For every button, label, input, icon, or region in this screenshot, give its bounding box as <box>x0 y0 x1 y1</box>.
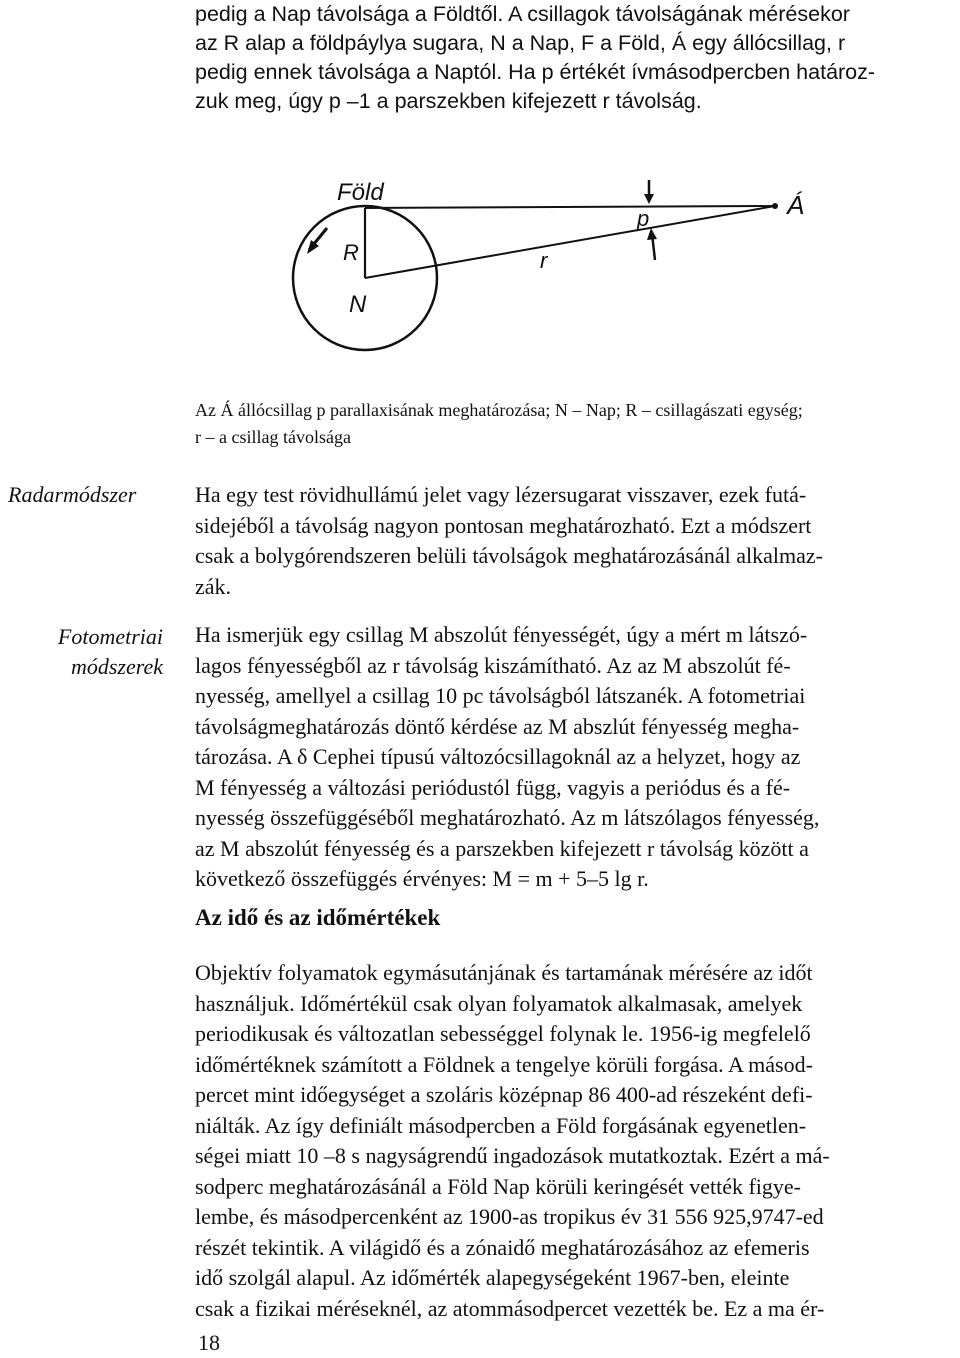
parallax-diagram <box>285 170 845 360</box>
paragraph-line: sodperc meghatározásánál a Föld Nap körüli keringését vették figye- <box>195 1173 801 1199</box>
paragraph-line: periodikusak és változatlan sebességgel folynak le. 1956-ig megfelelő <box>195 1021 811 1046</box>
intro-paragraph <box>195 0 957 116</box>
intro-line: zuk meg, úgy p –1 a parszekben kifejezett r távolság. <box>195 89 702 113</box>
paragraph-line: részét tekintik. A világidő és a zónaidő meghatározásához az efemeris <box>195 1234 810 1260</box>
intro-line: pedig a Nap távolsága a Földtől. A csillagok távolságának mérésekor <box>195 2 850 26</box>
paragraph-line: Ha egy test rövidhullámú jelet vagy lézersugarat visszaver, ezek futá- <box>195 482 807 507</box>
label-star: Á <box>787 190 805 220</box>
label-distance: r <box>540 248 548 273</box>
paragraph-line: lagos fényességből az r távolság kiszámítható. Az az M abszolút fé- <box>195 652 791 678</box>
time-paragraph <box>195 958 960 1324</box>
figure-caption <box>195 397 960 451</box>
paragraph-line: ségei miatt 10 –8 s nagyságrendű ingadozások mutatkoztak. Ezért a má- <box>195 1143 830 1168</box>
margin-label-photometric <box>3 622 163 682</box>
paragraph-line: Ha ismerjük egy csillag M abszolút fényességét, úgy a mért m látszó- <box>195 622 808 647</box>
label-sun: N <box>349 291 367 318</box>
paragraph-line: használjuk. Időmértékül csak olyan folyamatok alkalmasak, amelyek <box>195 990 803 1016</box>
label-radius: R <box>343 240 359 265</box>
paragraph-line: Objektív folyamatok egymásutánjának és tartamának mérésére az időt <box>195 960 813 985</box>
paragraph-line: az M abszolút fényesség és a parszekben kifejezett r távolság között a <box>195 835 809 861</box>
paragraph-line: időmértéknek számított a Földnek a tengelye körüli forgása. A másod- <box>195 1051 813 1077</box>
paragraph-line: zák. <box>195 573 232 599</box>
label-fold: Föld <box>337 179 384 206</box>
caption-line: Az Á állócsillag p parallaxisának meghatározása; N – Nap; R – csillagászati egység; <box>195 400 803 420</box>
photometric-paragraph <box>195 620 960 895</box>
paragraph-line: niálták. Az így definiált másodpercben a Föld forgásának egyenetlen- <box>195 1112 807 1138</box>
paragraph-line: M fényesség a változási periódustól függ, vagyis a periódus és a fé- <box>195 774 791 800</box>
paragraph-line: nyesség összefüggéséből meghatározható. Az m látszólagos fényesség, <box>195 805 820 830</box>
intro-line: pedig ennek távolsága a Naptól. Ha p értékét ívmásodpercben határoz- <box>195 60 876 84</box>
radar-paragraph <box>195 480 960 602</box>
margin-label-line: módszerek <box>70 654 163 679</box>
section-heading: Az idő és az időmértékek <box>195 905 441 930</box>
label-p: p <box>637 206 650 231</box>
caption-line: r – a csillag távolsága <box>195 427 351 447</box>
margin-label-radar: Radarmódszer <box>8 482 137 507</box>
paragraph-line: tározása. A δ Cephei típusú változócsillagoknál az a helyzet, hogy az <box>195 744 801 769</box>
paragraph-line: csak a fizikai méréseknél, az atommásodpercet vezették be. Ez a ma ér- <box>195 1295 825 1321</box>
paragraph-line: nyesség, amellyel a csillag 10 pc távolságból látszanék. A fotometriai <box>195 683 806 708</box>
paragraph-line: lembe, és másodpercenként az 1900-as tropikus év 31 556 925,9747-ed <box>195 1204 824 1229</box>
paragraph-line: idő szolgál alapul. Az időmérték alapegységeként 1967-ben, eleinte <box>195 1265 790 1290</box>
paragraph-line: sidejéből a távolság nagyon pontosan meghatározható. Ezt a módszert <box>195 512 812 538</box>
page-number: 18 <box>198 1330 220 1355</box>
intro-line: az R alap a földpáylya sugara, N a Nap, F a Föld, Á egy állócsillag, r <box>195 31 846 55</box>
paragraph-line: távolságmeghatározás döntő kérdése az M abszlút fényesség megha- <box>195 713 800 739</box>
earth-star-line <box>365 206 775 208</box>
paragraph-line: következő összefüggés érvényes: M = m + 5–5 lg r. <box>195 866 649 891</box>
paragraph-line: percet mint időegységet a szoláris középnap 86 400-ad részeként defi- <box>195 1082 813 1107</box>
paragraph-line: csak a bolygórendszeren belüli távolságok meghatározásánál alkalmaz- <box>195 543 823 568</box>
margin-label-line: Fotometriai <box>57 624 163 649</box>
star-dot <box>772 203 778 209</box>
